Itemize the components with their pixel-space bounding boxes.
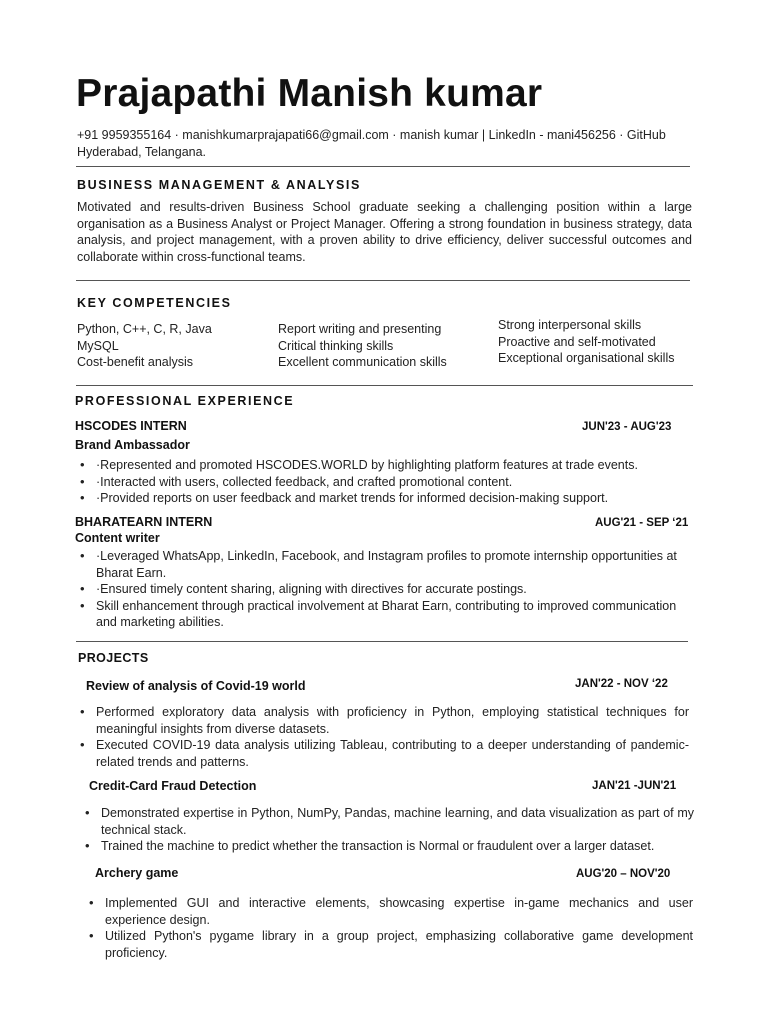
competency-item: Strong interpersonal skills bbox=[498, 318, 642, 332]
competency-item: Report writing and presenting bbox=[278, 322, 442, 336]
divider bbox=[76, 280, 690, 281]
summary-heading: BUSINESS MANAGEMENT & ANALYSIS bbox=[77, 178, 361, 192]
list-item: • ·Ensured timely content sharing, aligning with directives for accurate postings. bbox=[77, 581, 690, 598]
list-item: • Utilized Python's pygame library in a group project, emphasizing collaborative game development proficiency. bbox=[86, 928, 693, 961]
job-bullets bbox=[77, 548, 690, 631]
competency-item: Proactive and self-motivated bbox=[498, 334, 656, 349]
list-item: • ·Represented and promoted HSCODES.WORLD by highlighting platform features at trade events. bbox=[77, 457, 692, 474]
project-title: Archery game bbox=[95, 866, 179, 880]
list-item: • Skill enhancement through practical involvement at Bharat Earn, contributing to improved communication and marketing abilities. bbox=[77, 598, 690, 631]
competency-item: Exceptional organisational skills bbox=[498, 351, 675, 366]
job-role: Content writer bbox=[75, 531, 160, 545]
contact-line-1[interactable]: +91 9959355164 · manishkumarprajapati66@gmail.com · manish kumar | LinkedIn - mani456256 · GitHub bbox=[77, 128, 666, 142]
experience-heading: PROFESSIONAL EXPERIENCE bbox=[75, 394, 295, 408]
competencies-column-2 bbox=[278, 321, 447, 371]
project-title: Review of analysis of Covid-19 world bbox=[86, 679, 306, 693]
projects-heading: PROJECTS bbox=[78, 651, 149, 665]
project-title: Credit-Card Fraud Detection bbox=[89, 779, 257, 793]
project-dates: AUG'20 – NOV'20 bbox=[576, 868, 671, 880]
competencies-heading: KEY COMPETENCIES bbox=[77, 296, 232, 310]
competency-item: MySQL bbox=[77, 338, 119, 353]
job-role: Brand Ambassador bbox=[75, 438, 190, 452]
competency-item: Python, C++, C, R, Java bbox=[77, 322, 212, 336]
divider bbox=[76, 641, 688, 642]
candidate-name: Prajapathi Manish kumar bbox=[76, 72, 543, 115]
job-company: HSCODES INTERN bbox=[75, 419, 187, 433]
list-item: • Demonstrated expertise in Python, NumPy, Pandas, machine learning, and data visualization as part of my technical stack. bbox=[82, 805, 694, 838]
list-item: • Trained the machine to predict whether the transaction is Normal or fraudulent over a larger dataset. bbox=[82, 838, 694, 855]
job-company: BHARATEARN INTERN bbox=[75, 515, 213, 529]
list-item: • Executed COVID-19 data analysis utilizing Tableau, contributing to a deeper understanding of pandemic-related trends and patterns. bbox=[77, 737, 689, 770]
contact-line-2: Hyderabad, Telangana. bbox=[77, 145, 207, 159]
list-item: • Implemented GUI and interactive elements, showcasing expertise in-game mechanics and user experience design. bbox=[86, 895, 693, 928]
project-dates: JAN'22 - NOV ‘22 bbox=[575, 678, 668, 690]
summary-text: Motivated and results-driven Business School graduate seeking a challenging position within a large organisation as a Business Analyst or Project Manager. Offering a strong foundation in business strategy, data analysis, and project management, with a proven ability to drive efficiency, deliver successful outcomes and collaborate within cross-functional teams. bbox=[77, 200, 692, 264]
project-bullets bbox=[77, 704, 689, 770]
job-bullets bbox=[77, 457, 692, 507]
list-item: • ·Provided reports on user feedback and market trends for informed decision-making support. bbox=[77, 490, 692, 507]
competencies-column-3 bbox=[498, 317, 674, 367]
project-bullets bbox=[86, 895, 693, 961]
job-dates: AUG'21 - SEP ‘21 bbox=[595, 517, 689, 529]
divider bbox=[76, 385, 693, 386]
divider bbox=[76, 166, 690, 167]
list-item: • ·Interacted with users, collected feedback, and crafted promotional content. bbox=[77, 474, 692, 491]
job-dates: JUN'23 - AUG'23 bbox=[582, 421, 672, 433]
list-item: • ·Leveraged WhatsApp, LinkedIn, Facebook, and Instagram profiles to promote internship opportunities at Bharat Earn. bbox=[77, 548, 690, 581]
competency-item: Critical thinking skills bbox=[278, 338, 394, 353]
project-dates: JAN'21 -JUN'21 bbox=[592, 780, 677, 792]
competency-item: Excellent communication skills bbox=[278, 355, 447, 370]
list-item: • Performed exploratory data analysis with proficiency in Python, employing statistical techniques for meaningful insights from diverse datasets. bbox=[77, 704, 689, 737]
competency-item: Cost-benefit analysis bbox=[77, 355, 194, 370]
competencies-column-1 bbox=[77, 321, 212, 371]
contact-info bbox=[77, 127, 666, 161]
project-bullets bbox=[82, 805, 694, 855]
